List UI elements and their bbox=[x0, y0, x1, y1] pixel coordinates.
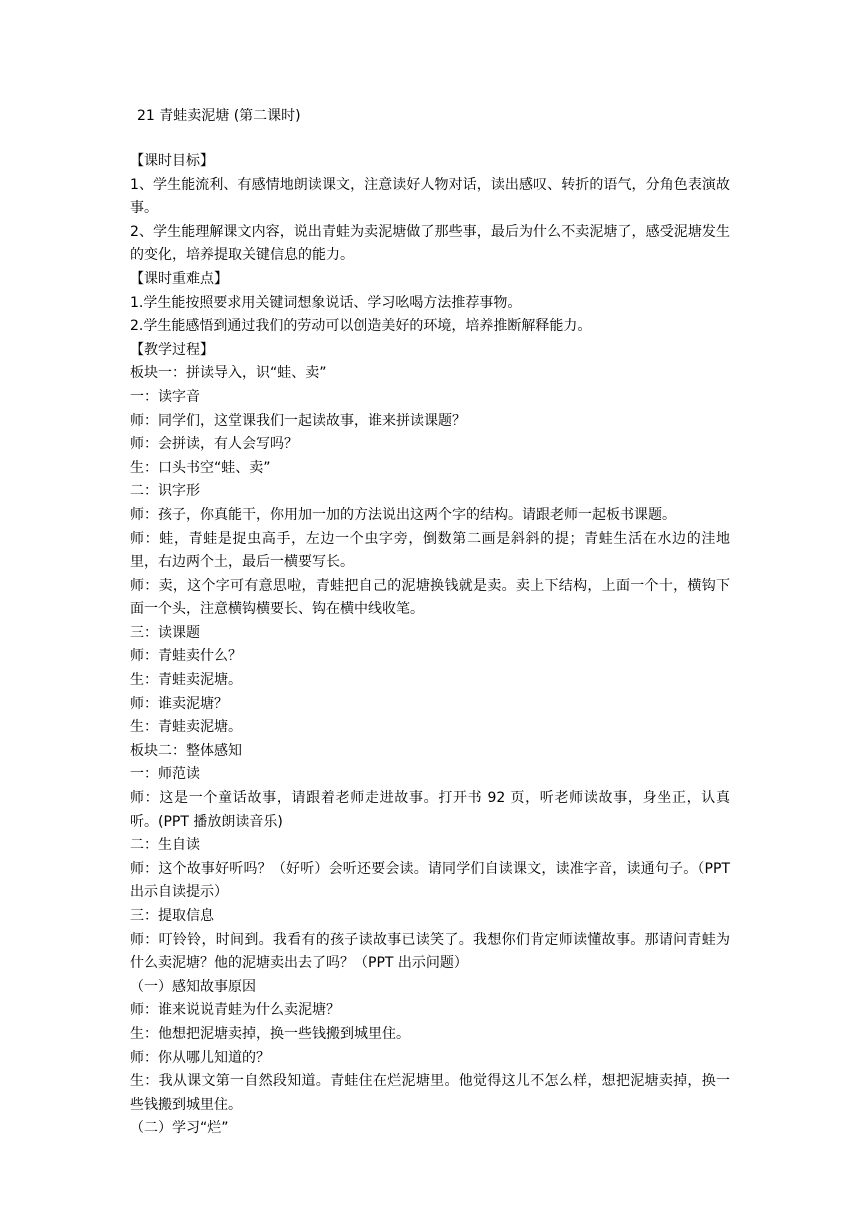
step-heading: 三：提取信息 bbox=[130, 908, 214, 924]
step-heading: 一：读字音 bbox=[130, 388, 200, 405]
step-heading: 二：生自读 bbox=[130, 837, 200, 854]
dialogue-line: 师：同学们，这堂课我们一起读故事，谁来拼读课题？ bbox=[130, 412, 466, 429]
block-heading: 板块二：整体感知 bbox=[130, 742, 242, 759]
key-point-item: 2.学生能感悟到通过我们的劳动可以创造美好的环境，培养推断解释能力。 bbox=[130, 318, 592, 335]
dialogue-line: 师：谁来说说青蛙为什么卖泥塘？ bbox=[130, 1002, 340, 1019]
step-heading: 二：识字形 bbox=[130, 483, 200, 500]
dialogue-line: 师：这是一个童话故事，请跟着老师走进故事。打开书 92 页，听老师读故事，身坐正，认真听。(PPT 播放朗读音乐) bbox=[130, 790, 730, 830]
dialogue-line: 师：你从哪儿知道的？ bbox=[130, 1049, 270, 1066]
key-point-item: 1.学生能按照要求用关键词想象说话、学习吆喝方法推荐事物。 bbox=[130, 294, 522, 311]
section-heading-process: 【教学过程】 bbox=[130, 341, 214, 358]
dialogue-line: 师：会拼读，有人会写吗？ bbox=[130, 436, 298, 453]
section-heading-key-points: 【课时重难点】 bbox=[130, 270, 228, 287]
section-heading-objectives: 【课时目标】 bbox=[130, 153, 214, 169]
dialogue-line: 生：口头书空“蛙、卖” bbox=[130, 459, 271, 476]
step-heading: 一：师范读 bbox=[130, 766, 200, 783]
document-body bbox=[130, 150, 730, 1141]
dialogue-line: 师：卖，这个字可有意思啦，青蛙把自己的泥塘换钱就是卖。卖上下结构，上面一个十，横钩下面一个头，注意横钩横要长、钩在横中线收笔。 bbox=[130, 577, 730, 618]
dialogue-line: 生：青蛙卖泥塘。 bbox=[130, 672, 242, 689]
dialogue-line: 生：青蛙卖泥塘。 bbox=[130, 719, 242, 736]
dialogue-line: 师：蛙，青蛙是捉虫高手，左边一个虫字旁，倒数第二画是斜斜的提；青蛙生活在水边的洼地里，右边两个土，最后一横要写长。 bbox=[130, 530, 730, 571]
dialogue-line: 生：我从课文第一自然段知道。青蛙住在烂泥塘里。他觉得这儿不怎么样，想把泥塘卖掉，换一些钱搬到城里住。 bbox=[130, 1073, 730, 1113]
step-heading: 三：读课题 bbox=[130, 624, 200, 641]
dialogue-line: 师：叮铃铃，时间到。我看有的孩子读故事已读笑了。我想你们肯定师读懂故事。那请问青蛙为什么卖泥塘？他的泥塘卖出去了吗？（PPT 出示问题） bbox=[130, 931, 730, 972]
block-heading: 板块一：拼读导入，识“蛙、卖” bbox=[130, 365, 327, 382]
sub-step-heading: （二）学习“烂” bbox=[130, 1120, 229, 1137]
dialogue-line: 生：他想把泥塘卖掉，换一些钱搬到城里住。 bbox=[130, 1025, 410, 1042]
objective-item: 2、学生能理解课文内容，说出青蛙为卖泥塘做了那些事，最后为什么不卖泥塘了，感受泥塘发生的变化，培养提取关键信息的能力。 bbox=[130, 223, 730, 264]
dialogue-line: 师：这个故事好听吗？（好听）会听还要会读。请同学们自读课文，读准字音，读通句子。（PPT 出示自读提示） bbox=[130, 860, 730, 901]
dialogue-line: 师：青蛙卖什么？ bbox=[130, 648, 242, 665]
dialogue-line: 师：谁卖泥塘？ bbox=[130, 695, 228, 712]
document-title: 21 青蛙卖泥塘 (第二课时) bbox=[137, 108, 301, 124]
dialogue-line: 师：孩子，你真能干，你用加一加的方法说出这两个字的结构。请跟老师一起板书课题。 bbox=[130, 506, 676, 523]
sub-step-heading: （一）感知故事原因 bbox=[130, 978, 256, 995]
objective-item: 1、学生能流利、有感情地朗读课文，注意读好人物对话，读出感叹、转折的语气，分角色表演故事。 bbox=[130, 176, 730, 217]
